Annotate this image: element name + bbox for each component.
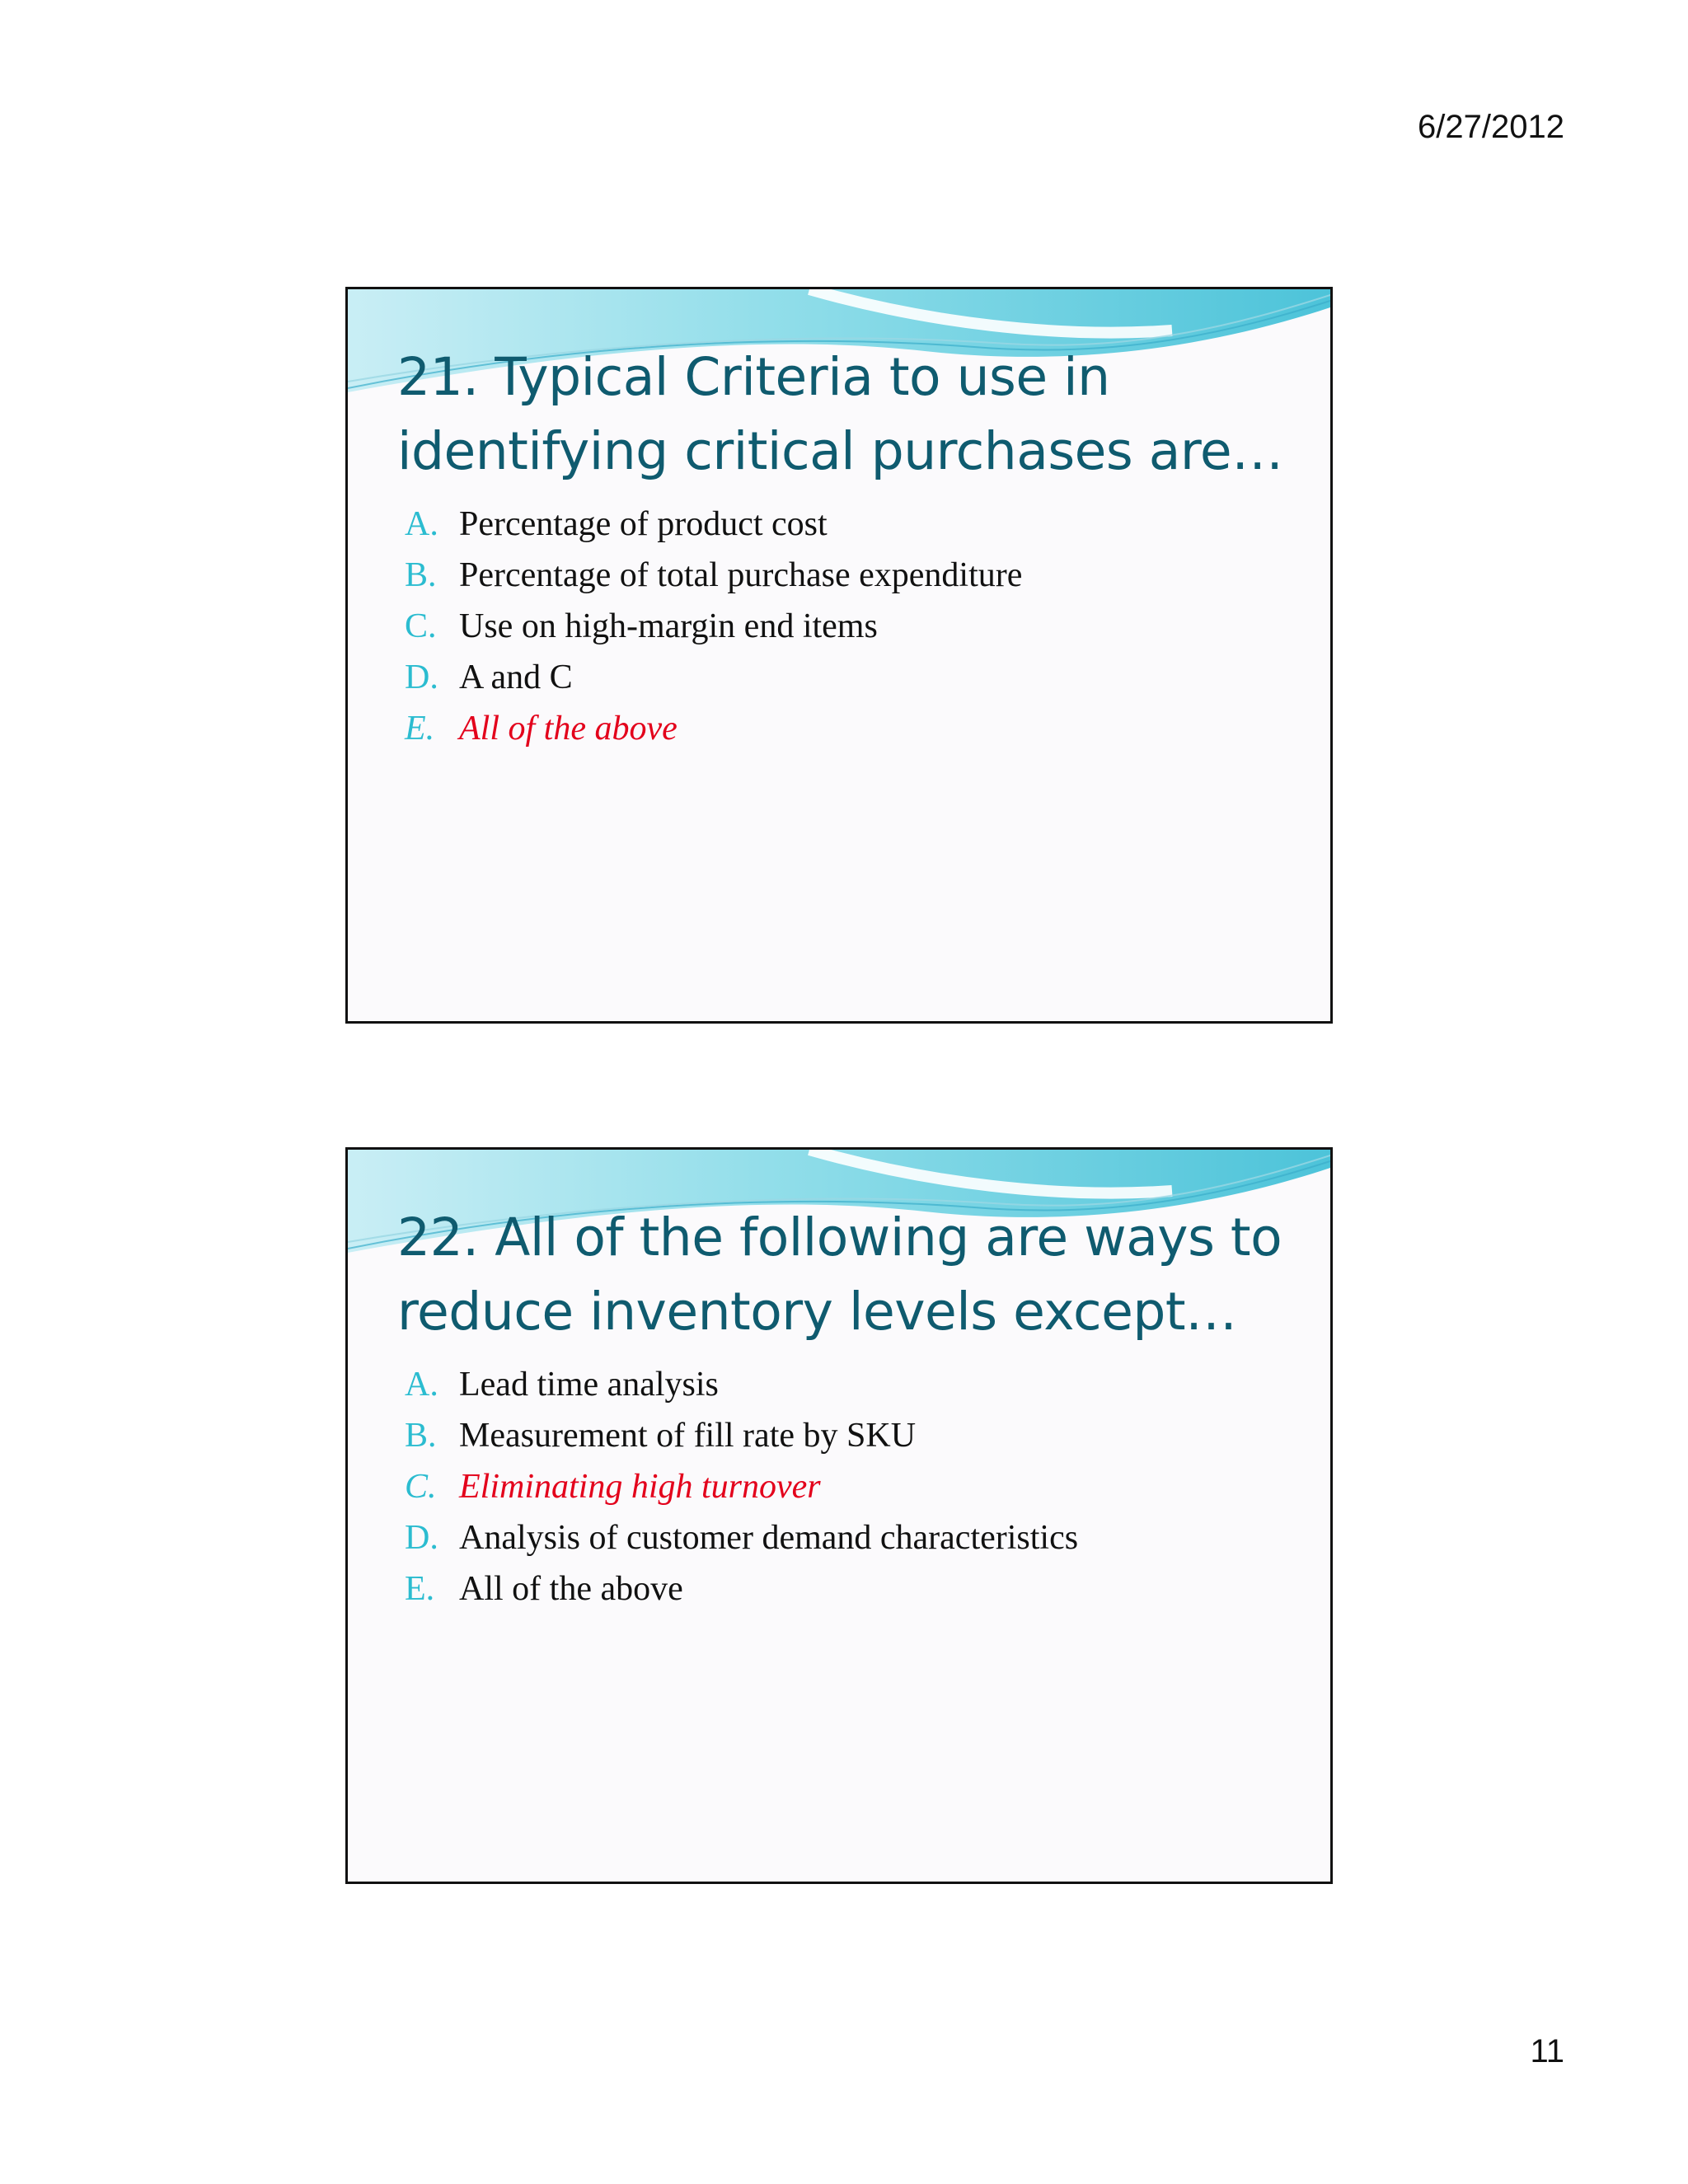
option-a <box>405 1359 1078 1410</box>
option-letter: E. <box>405 710 435 748</box>
slide-21 <box>345 287 1333 1024</box>
option-d <box>405 1512 1078 1563</box>
page-number: 11 <box>1530 2033 1564 2069</box>
option-b <box>405 1410 1078 1461</box>
option-c-correct-answer <box>405 1461 1078 1512</box>
option-text: All of the above <box>459 710 678 748</box>
option-text: Eliminating high turnover <box>459 1468 821 1506</box>
option-text: Lead time analysis <box>459 1366 719 1404</box>
option-text: Analysis of customer demand characteristics <box>459 1519 1079 1557</box>
option-text: All of the above <box>459 1570 683 1608</box>
option-e-correct-answer <box>405 703 1022 754</box>
option-a <box>405 499 1022 550</box>
answer-options <box>405 499 1022 754</box>
option-letter: A. <box>405 505 438 543</box>
page-date: 6/27/2012 <box>1418 109 1564 145</box>
question-title: 22. All of the following are ways to reduce inventory levels except… <box>397 1207 1282 1342</box>
option-b <box>405 550 1022 601</box>
slide-22 <box>345 1147 1333 1884</box>
option-letter: D. <box>405 1519 438 1557</box>
option-letter: E. <box>405 1570 435 1608</box>
option-text: Percentage of total purchase expenditure <box>459 556 1023 594</box>
option-letter: C. <box>405 607 437 645</box>
option-letter: C. <box>405 1468 437 1506</box>
option-c <box>405 601 1022 652</box>
answer-options <box>405 1359 1078 1615</box>
option-letter: D. <box>405 658 438 696</box>
option-text: Measurement of fill rate by SKU <box>459 1417 917 1455</box>
option-text: Percentage of product cost <box>459 505 828 543</box>
option-text: A and C <box>459 658 573 696</box>
option-d <box>405 652 1022 703</box>
question-title: 21. Typical Criteria to use in identifying critical purchases are… <box>397 347 1283 481</box>
option-text: Use on high-margin end items <box>459 607 878 645</box>
option-letter: B. <box>405 556 437 594</box>
option-letter: A. <box>405 1366 438 1404</box>
option-e <box>405 1563 1078 1615</box>
option-letter: B. <box>405 1417 437 1455</box>
